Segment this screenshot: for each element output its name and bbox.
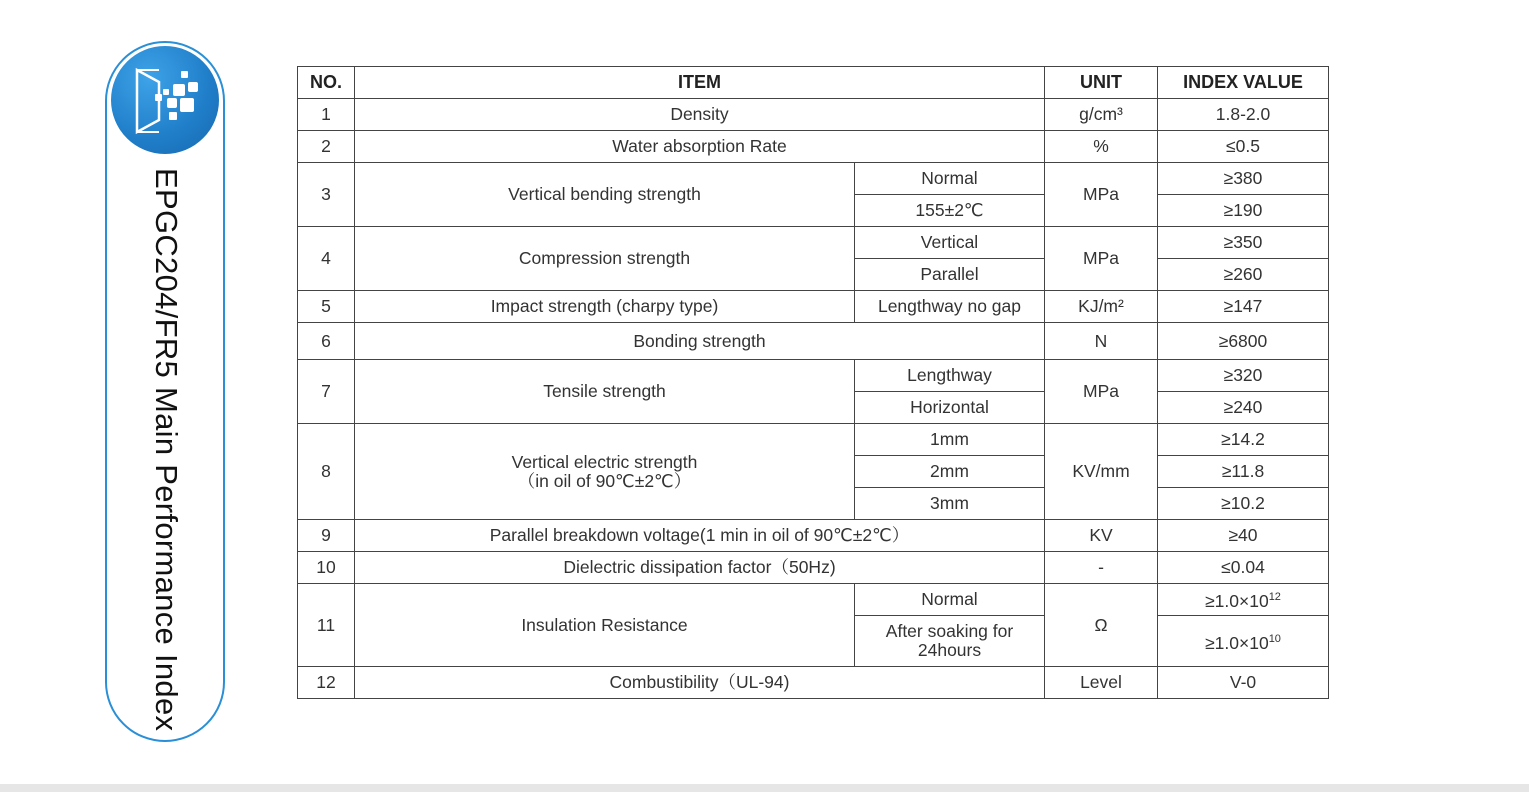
row-item: Dielectric dissipation factor（50Hz) — [355, 552, 1045, 584]
row-unit: KJ/m² — [1045, 291, 1158, 323]
row-condition: 2mm — [855, 456, 1045, 488]
row-item-line: （in oil of 90℃±2℃） — [517, 470, 692, 491]
row-value: ≥10.2 — [1158, 488, 1329, 520]
row-item: Density — [355, 99, 1045, 131]
row-condition: Horizontal — [855, 392, 1045, 424]
table-row — [298, 424, 1329, 456]
performance-table — [297, 66, 1329, 699]
row-value: 1.8-2.0 — [1158, 99, 1329, 131]
row-unit: MPa — [1045, 227, 1158, 291]
row-item: Tensile strength — [355, 360, 855, 424]
value-exponent: 10 — [1268, 632, 1281, 645]
table-row — [298, 520, 1329, 552]
row-item: Vertical bending strength — [355, 163, 855, 227]
table-row — [298, 584, 1329, 616]
page-title: EPGC204/FR5 Main Performance Index — [149, 168, 184, 732]
row-value: ≥240 — [1158, 392, 1329, 424]
row-value: ≥350 — [1158, 227, 1329, 259]
row-unit: MPa — [1045, 360, 1158, 424]
row-unit: Ω — [1045, 584, 1158, 667]
row-number: 7 — [298, 360, 355, 424]
row-value — [1158, 584, 1329, 616]
row-number: 10 — [298, 552, 355, 584]
table-row — [298, 99, 1329, 131]
row-condition: Parallel — [855, 259, 1045, 291]
value-base: ≥1.0×10 — [1205, 591, 1269, 611]
row-condition: 1mm — [855, 424, 1045, 456]
value-exponent: 12 — [1268, 591, 1281, 603]
row-condition: 3mm — [855, 488, 1045, 520]
table-row — [298, 360, 1329, 392]
row-number: 9 — [298, 520, 355, 552]
row-value: V-0 — [1158, 667, 1329, 699]
row-condition: 155±2℃ — [855, 195, 1045, 227]
row-value — [1158, 616, 1329, 667]
row-item: Water absorption Rate — [355, 131, 1045, 163]
logo-icon — [111, 46, 219, 154]
row-number: 4 — [298, 227, 355, 291]
row-unit: KV — [1045, 520, 1158, 552]
row-unit: g/cm³ — [1045, 99, 1158, 131]
row-item: Bonding strength — [355, 323, 1045, 360]
row-value: ≥147 — [1158, 291, 1329, 323]
row-condition: Lengthway — [855, 360, 1045, 392]
row-unit: KV/mm — [1045, 424, 1158, 520]
row-unit: - — [1045, 552, 1158, 584]
row-condition: Normal — [855, 584, 1045, 616]
row-number: 8 — [298, 424, 355, 520]
header-index-value: INDEX VALUE — [1158, 67, 1329, 99]
row-condition: Normal — [855, 163, 1045, 195]
row-item — [355, 424, 855, 520]
row-item: Combustibility（UL-94) — [355, 667, 1045, 699]
row-item-line: Vertical electric strength — [511, 451, 698, 472]
row-unit: N — [1045, 323, 1158, 360]
row-value: ≥320 — [1158, 360, 1329, 392]
row-unit: Level — [1045, 667, 1158, 699]
row-unit: % — [1045, 131, 1158, 163]
header-no: NO. — [298, 67, 355, 99]
table-row — [298, 323, 1329, 360]
row-value: ≥380 — [1158, 163, 1329, 195]
row-value: ≥14.2 — [1158, 424, 1329, 456]
table-row — [298, 667, 1329, 699]
row-number: 11 — [298, 584, 355, 667]
bottom-band — [0, 784, 1529, 792]
row-value: ≥40 — [1158, 520, 1329, 552]
row-number: 3 — [298, 163, 355, 227]
header-unit: UNIT — [1045, 67, 1158, 99]
value-base: ≥1.0×10 — [1205, 632, 1269, 653]
row-number: 6 — [298, 323, 355, 360]
table-row — [298, 291, 1329, 323]
row-item: Parallel breakdown voltage(1 min in oil of 90℃±2℃） — [355, 520, 1045, 552]
row-number: 1 — [298, 99, 355, 131]
table-header-row — [298, 67, 1329, 99]
row-condition: Vertical — [855, 227, 1045, 259]
row-item: Compression strength — [355, 227, 855, 291]
row-value: ≥260 — [1158, 259, 1329, 291]
row-value: ≥190 — [1158, 195, 1329, 227]
row-number: 12 — [298, 667, 355, 699]
table-row — [298, 552, 1329, 584]
table-row — [298, 131, 1329, 163]
table-row — [298, 163, 1329, 195]
row-item: Impact strength (charpy type) — [355, 291, 855, 323]
row-number: 2 — [298, 131, 355, 163]
row-number: 5 — [298, 291, 355, 323]
door-with-cubes-logo-icon — [111, 46, 219, 154]
table-row — [298, 227, 1329, 259]
row-item: Insulation Resistance — [355, 584, 855, 667]
row-value: ≥11.8 — [1158, 456, 1329, 488]
row-condition: Lengthway no gap — [855, 291, 1045, 323]
row-unit: MPa — [1045, 163, 1158, 227]
row-value: ≥6800 — [1158, 323, 1329, 360]
header-item: ITEM — [355, 67, 1045, 99]
row-value: ≤0.5 — [1158, 131, 1329, 163]
row-condition: After soaking for 24hours — [855, 616, 1045, 667]
row-value: ≤0.04 — [1158, 552, 1329, 584]
